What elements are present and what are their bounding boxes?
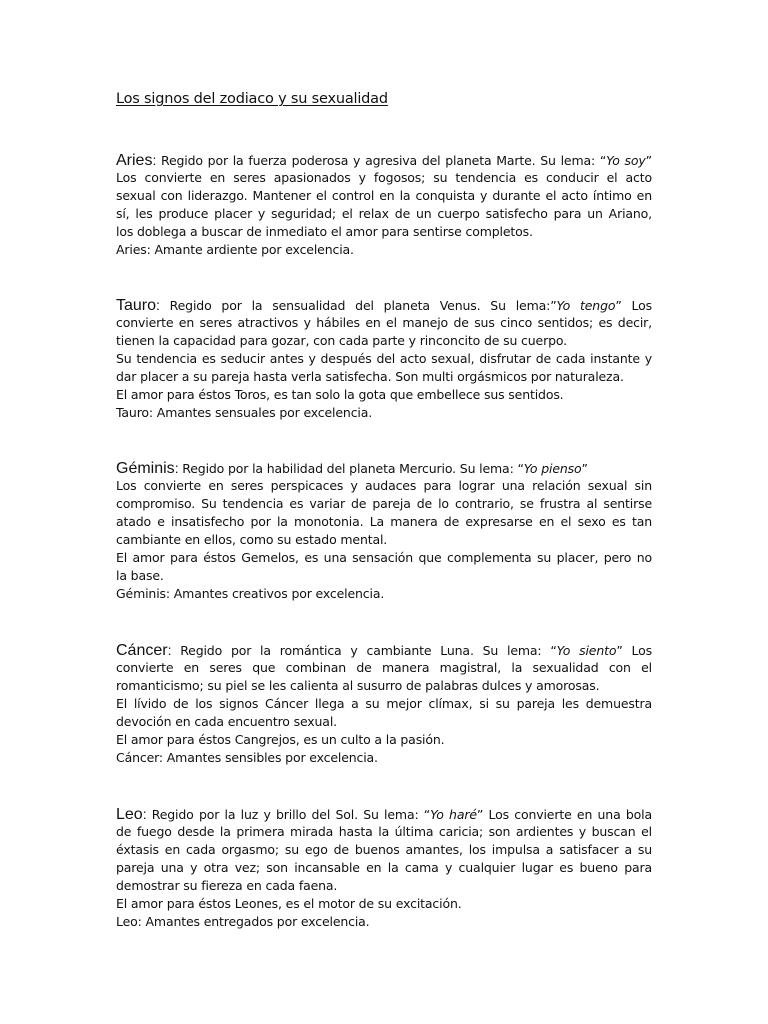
section-leo <box>116 805 652 931</box>
intro-text: Regido por la sensualidad del planeta Venus. Su lema:” <box>169 298 557 313</box>
section-heading-line <box>116 641 652 659</box>
body-line: Aries: Amante ardiente por excelencia. <box>116 242 354 257</box>
body-line: tienen la capacidad para gozar, con cada parte y rinconcito de su cuerpo. <box>116 333 567 348</box>
section-geminis <box>116 459 652 603</box>
body-line: cambiante en ellos, como su estado mental. <box>116 532 388 547</box>
section-heading-line <box>116 459 652 477</box>
intro-after: ” Los <box>616 643 653 658</box>
sign-colon: : <box>156 297 160 313</box>
body-line: Los convierte en seres apasionados y fogosos; su tendencia es conducir el acto <box>116 170 652 185</box>
body-line: devoción en cada encuentro sexual. <box>116 714 337 729</box>
body-line: romanticismo; su piel se les calienta al susurro de palabras dulces y amorosas. <box>116 678 600 693</box>
body-line: Cáncer: Amantes sensibles por excelencia. <box>116 750 378 765</box>
motto: Yo soy <box>606 153 646 168</box>
intro-after: ” <box>581 461 588 476</box>
section-tauro <box>116 296 652 422</box>
body-line: convierte en seres atractivos y hábiles en el manejo de sus cinco sentidos; es decir, <box>116 315 652 330</box>
body-line: atado e insatisfecho por la monotonia. La manera de expresarse en el sexo es tan <box>116 514 652 529</box>
motto: Yo pienso <box>523 461 582 476</box>
motto: Yo siento <box>556 643 617 658</box>
sign-name: Leo <box>116 806 143 823</box>
body-line: sí, les produce placer y seguridad; el relax de un cuerpo satisfecho para un Ariano, <box>116 206 652 221</box>
sign-colon: : <box>174 460 179 476</box>
body-line: Tauro: Amantes sensuales por excelencia. <box>116 405 373 420</box>
section-heading-line <box>116 296 652 314</box>
body-line: Los convierte en seres perspicaces y audaces para lograr una relación sexual sin <box>116 478 652 493</box>
body-line: demostrar su fiereza en cada faena. <box>116 878 338 893</box>
body-line: de fuego desde la primera mirada hasta la última caricia; son ardientes y buscan el <box>116 824 652 839</box>
section-cancer <box>116 641 652 767</box>
body-line: convierte en seres que combinan de manera magistral, la sexualidad con el <box>116 660 652 675</box>
body-line: El amor para éstos Cangrejos, es un culto a la pasión. <box>116 732 445 747</box>
intro-text: Regido por la habilidad del planeta Mercurio. Su lema: “ <box>182 461 524 476</box>
body-line: Leo: Amantes entregados por excelencia. <box>116 914 370 929</box>
intro-text: Regido por la luz y brillo del Sol. Su lema: “ <box>151 807 431 822</box>
intro-text: Regido por la romántica y cambiante Luna. Su lema: “ <box>180 643 557 658</box>
intro-after: ” <box>645 153 652 168</box>
section-heading-line <box>116 805 652 823</box>
sign-name: Géminis <box>116 460 175 477</box>
sign-colon: : <box>152 152 157 168</box>
body-line: sexual con liderazgo. Mantener el control en la conquista y durante el acto íntimo en <box>116 188 652 203</box>
sign-colon: : <box>142 806 147 822</box>
body-line: Géminis: Amantes creativos por excelencia. <box>116 586 385 601</box>
body-line: compromiso. Su tendencia es variar de pareja de lo contrario, se frustra al sentirse <box>116 496 652 511</box>
section-aries <box>116 151 652 259</box>
body-line: Su tendencia es seducir antes y después del acto sexual, disfrutar de cada instante y <box>116 351 652 366</box>
body-line: El lívido de los signos Cáncer llega a su mejor clímax, si su pareja les demuestra <box>116 696 652 711</box>
body-line: dar placer a su pareja hasta verla satisfecha. Son multi orgásmicos por naturaleza. <box>116 369 624 384</box>
sign-name: Cáncer <box>116 642 168 659</box>
intro-after: ” Los <box>615 298 653 313</box>
body-line: la base. <box>116 568 164 583</box>
intro-after: ” Los convierte en una bola <box>476 807 652 822</box>
body-line: pareja una y otra vez; son incansable en la cama y cualquier lugar es bueno para <box>116 860 652 875</box>
motto: Yo haré <box>430 807 477 822</box>
sign-name: Aries <box>116 152 153 169</box>
body-line: éxtasis en cada orgasmo; su ego de buenos amantes, los impulsa a satisfacer a su <box>116 842 652 857</box>
sign-colon: : <box>167 642 172 658</box>
motto: Yo tengo <box>556 298 616 313</box>
sign-name: Tauro <box>116 297 157 314</box>
body-line: los doblega a buscar de inmediato el amor para sentirse completos. <box>116 224 533 239</box>
body-line: El amor para éstos Gemelos, es una sensación que complementa su placer, pero no <box>116 550 652 565</box>
body-line: El amor para éstos Leones, es el motor de su excitación. <box>116 896 462 911</box>
body-line: El amor para éstos Toros, es tan solo la gota que embellece sus sentidos. <box>116 387 564 402</box>
page-title: Los signos del zodiaco y su sexualidad <box>116 91 388 107</box>
section-heading-line <box>116 151 652 169</box>
intro-text: Regido por la fuerza poderosa y agresiva del planeta Marte. Su lema: “ <box>160 153 607 168</box>
